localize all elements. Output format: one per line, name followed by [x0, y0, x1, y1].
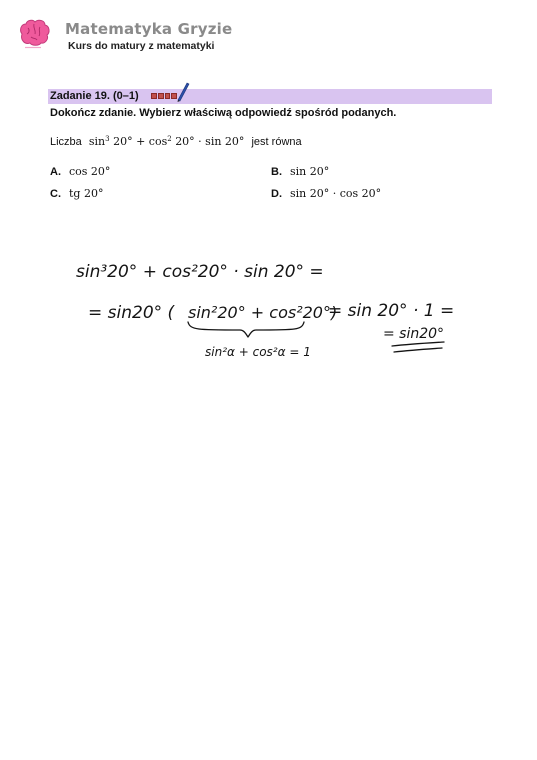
solution-line-1: sin³20° + cos²20° · sin 20° =: [76, 262, 324, 282]
solution-result: = sin20°: [383, 326, 445, 342]
option-letter: B.: [271, 166, 282, 178]
result-underline-2: [394, 348, 442, 352]
option-letter: C.: [50, 188, 61, 200]
solution-line-2-left: = sin20° (: [88, 303, 175, 323]
option-value: sin 20°: [290, 165, 330, 178]
task-instruction: Dokończ zdanie. Wybierz właściwą odpowiedź spośród podanych.: [50, 107, 397, 119]
option-value: cos 20°: [69, 165, 111, 178]
solution-identity: sin²α + cos²α = 1: [205, 345, 311, 359]
brand-title: Matematyka Gryzie: [65, 20, 233, 38]
option-letter: A.: [50, 166, 61, 178]
option-letter: D.: [271, 188, 282, 200]
option-value: sin 20° · cos 20°: [290, 187, 382, 200]
option-value: tg 20°: [69, 187, 104, 200]
expr-part-2: 20° · sin 20°: [175, 135, 245, 148]
expr-exp-3: 3: [105, 135, 110, 143]
solution-line-2-right: = sin 20° · 1 =: [328, 301, 455, 321]
expr-sin: sin: [88, 135, 106, 148]
question-prefix: Liczba: [50, 136, 82, 148]
question-suffix: jest równa: [251, 136, 302, 148]
result-underline-1: [392, 342, 444, 346]
brand-subtitle: Kurs do matury z matematyki: [68, 40, 215, 52]
solution-line-2-inner: sin²20° + cos²20°): [188, 303, 338, 322]
expr-exp-2: 2: [167, 135, 172, 143]
task-title: Zadanie 19. (0–1): [50, 90, 139, 102]
expr-part-1: 20° + cos: [113, 135, 168, 148]
underbrace: [188, 322, 304, 337]
